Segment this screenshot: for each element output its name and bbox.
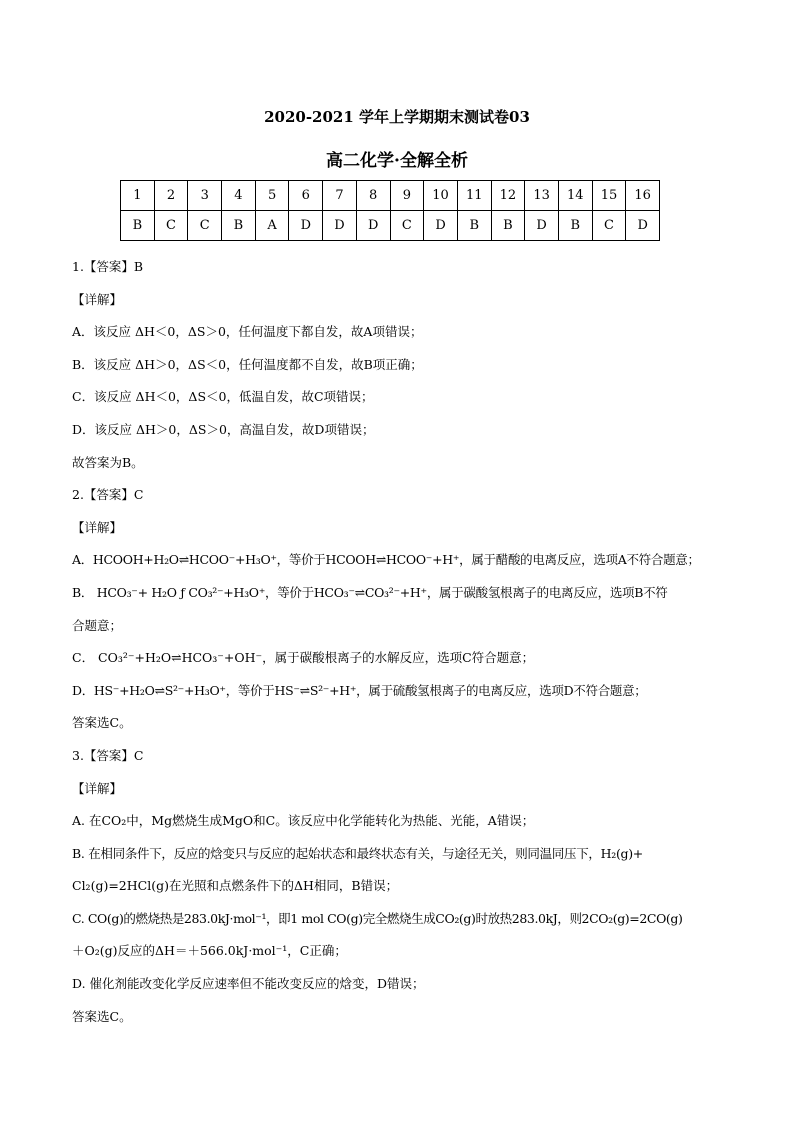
- question-number-cell: 12: [491, 181, 525, 211]
- q2-option-b-line2: 合题意；: [72, 617, 123, 633]
- question-number-cell: 10: [424, 181, 458, 211]
- question-number-cell: 11: [457, 181, 491, 211]
- q2-option-d: D．HS⁻+H₂O⇌S²⁻+H₃O⁺，等价于HS⁻⇌S²⁻+H⁺，属于硫酸氢根离子的电离反应，选项D不符合题意；: [72, 682, 647, 698]
- answer-cell: D: [525, 211, 559, 241]
- q3-option-d: D. 催化剂能改变化学反应速率但不能改变反应的焓变，D错误；: [72, 976, 425, 992]
- q2-option-a: A．HCOOH+H₂O⇌HCOO⁻+H₃O⁺，等价于HCOOH⇌HCOO⁻+H⁺，属于醋酸的电离反应，选项A不符合题意；: [72, 552, 700, 568]
- q1-option-b: B．该反应 ΔH＞0，ΔS＜0，任何温度都不自发，故B项正确；: [72, 356, 423, 372]
- answer-cell: D: [323, 211, 357, 241]
- q3-option-b-line1: B. 在相同条件下，反应的焓变只与反应的起始状态和最终状态有关，与途径无关，则同温同压下，H₂(g)+: [72, 845, 643, 861]
- solution-content: [72, 251, 732, 1033]
- q3-conclusion: 答案选C。: [72, 1008, 132, 1024]
- question-number-cell: 3: [188, 181, 222, 211]
- answer-cell: B: [222, 211, 256, 241]
- question-number-cell: 5: [255, 181, 289, 211]
- answer-cell: A: [255, 211, 289, 241]
- q3-answer: 3.【答案】C: [72, 747, 144, 763]
- answer-cell: C: [592, 211, 626, 241]
- q2-option-c: C． CO₃²⁻+H₂O⇌HCO₃⁻+OH⁻，属于碳酸根离子的水解反应，选项C符合题意；: [72, 650, 535, 666]
- question-number-cell: 13: [525, 181, 559, 211]
- q2-answer: 2.【答案】C: [72, 487, 144, 503]
- q1-conclusion: 故答案为B。: [72, 454, 144, 470]
- q1-answer: 1.【答案】B: [72, 259, 144, 274]
- q3-detail-heading: 【详解】: [72, 780, 123, 796]
- q2-detail-heading: 【详解】: [72, 519, 123, 535]
- question-number-cell: 16: [626, 181, 660, 211]
- question-number-cell: 9: [390, 181, 424, 211]
- q1-option-c: C．该反应 ΔH＜0，ΔS＜0，低温自发，故C项错误；: [72, 389, 374, 405]
- question-number-cell: 7: [323, 181, 357, 211]
- answer-cell: B: [121, 211, 155, 241]
- page-title: 2020-2021 学年上学期期末测试卷03: [264, 108, 530, 126]
- question-number-cell: 2: [154, 181, 188, 211]
- question-number-cell: 1: [121, 181, 155, 211]
- question-number-cell: 6: [289, 181, 323, 211]
- answer-cell: D: [356, 211, 390, 241]
- q1-option-a: A．该反应 ΔH＜0，ΔS＞0，任何温度下都自发，故A项错误；: [72, 324, 423, 340]
- answer-cell: D: [289, 211, 323, 241]
- q2-conclusion: 答案选C。: [72, 715, 132, 731]
- q2-option-b-line1: B． HCO₃⁻+ H₂O ƒ CO₃²⁻+H₃O⁺，等价于HCO₃⁻⇌CO₃²⁻+H⁺，属于碳酸氢根离子的电离反应，选项B不符: [72, 584, 668, 600]
- question-number-cell: 4: [222, 181, 256, 211]
- question-number-cell: 14: [558, 181, 592, 211]
- answer-cell: D: [626, 211, 660, 241]
- q3-option-a: A. 在CO₂中，Mg燃烧生成MgO和C。该反应中化学能转化为热能、光能，A错误；: [72, 813, 535, 829]
- q3-option-c-line1: C. CO(g)的燃烧热是283.0kJ·mol⁻¹，即1 mol CO(g)完全燃烧生成CO₂(g)时放热283.0kJ，则2CO₂(g)=2CO(g): [72, 910, 683, 926]
- answer-cell: C: [188, 211, 222, 241]
- page-subtitle: 高二化学·全解全析: [326, 151, 468, 171]
- question-number-cell: 15: [592, 181, 626, 211]
- q1-detail-heading: 【详解】: [72, 291, 123, 307]
- answer-cell: C: [154, 211, 188, 241]
- answer-cell: B: [457, 211, 491, 241]
- answer-cell: B: [558, 211, 592, 241]
- answer-table-numbers-row: [121, 181, 660, 211]
- q3-option-c-line2: ＋O₂(g)反应的ΔH＝＋566.0kJ·mol⁻¹，C正确；: [72, 943, 347, 959]
- answer-cell: B: [491, 211, 525, 241]
- answer-table: [120, 180, 660, 241]
- question-number-cell: 8: [356, 181, 390, 211]
- answer-table-answers-row: [121, 211, 660, 241]
- answer-cell: D: [424, 211, 458, 241]
- answer-cell: C: [390, 211, 424, 241]
- q3-option-b-line2: Cl₂(g)=2HCl(g)在光照和点燃条件下的ΔH相同，B错误；: [72, 878, 399, 894]
- q1-option-d: D．该反应 ΔH＞0，ΔS＞0，高温自发，故D项错误；: [72, 421, 375, 437]
